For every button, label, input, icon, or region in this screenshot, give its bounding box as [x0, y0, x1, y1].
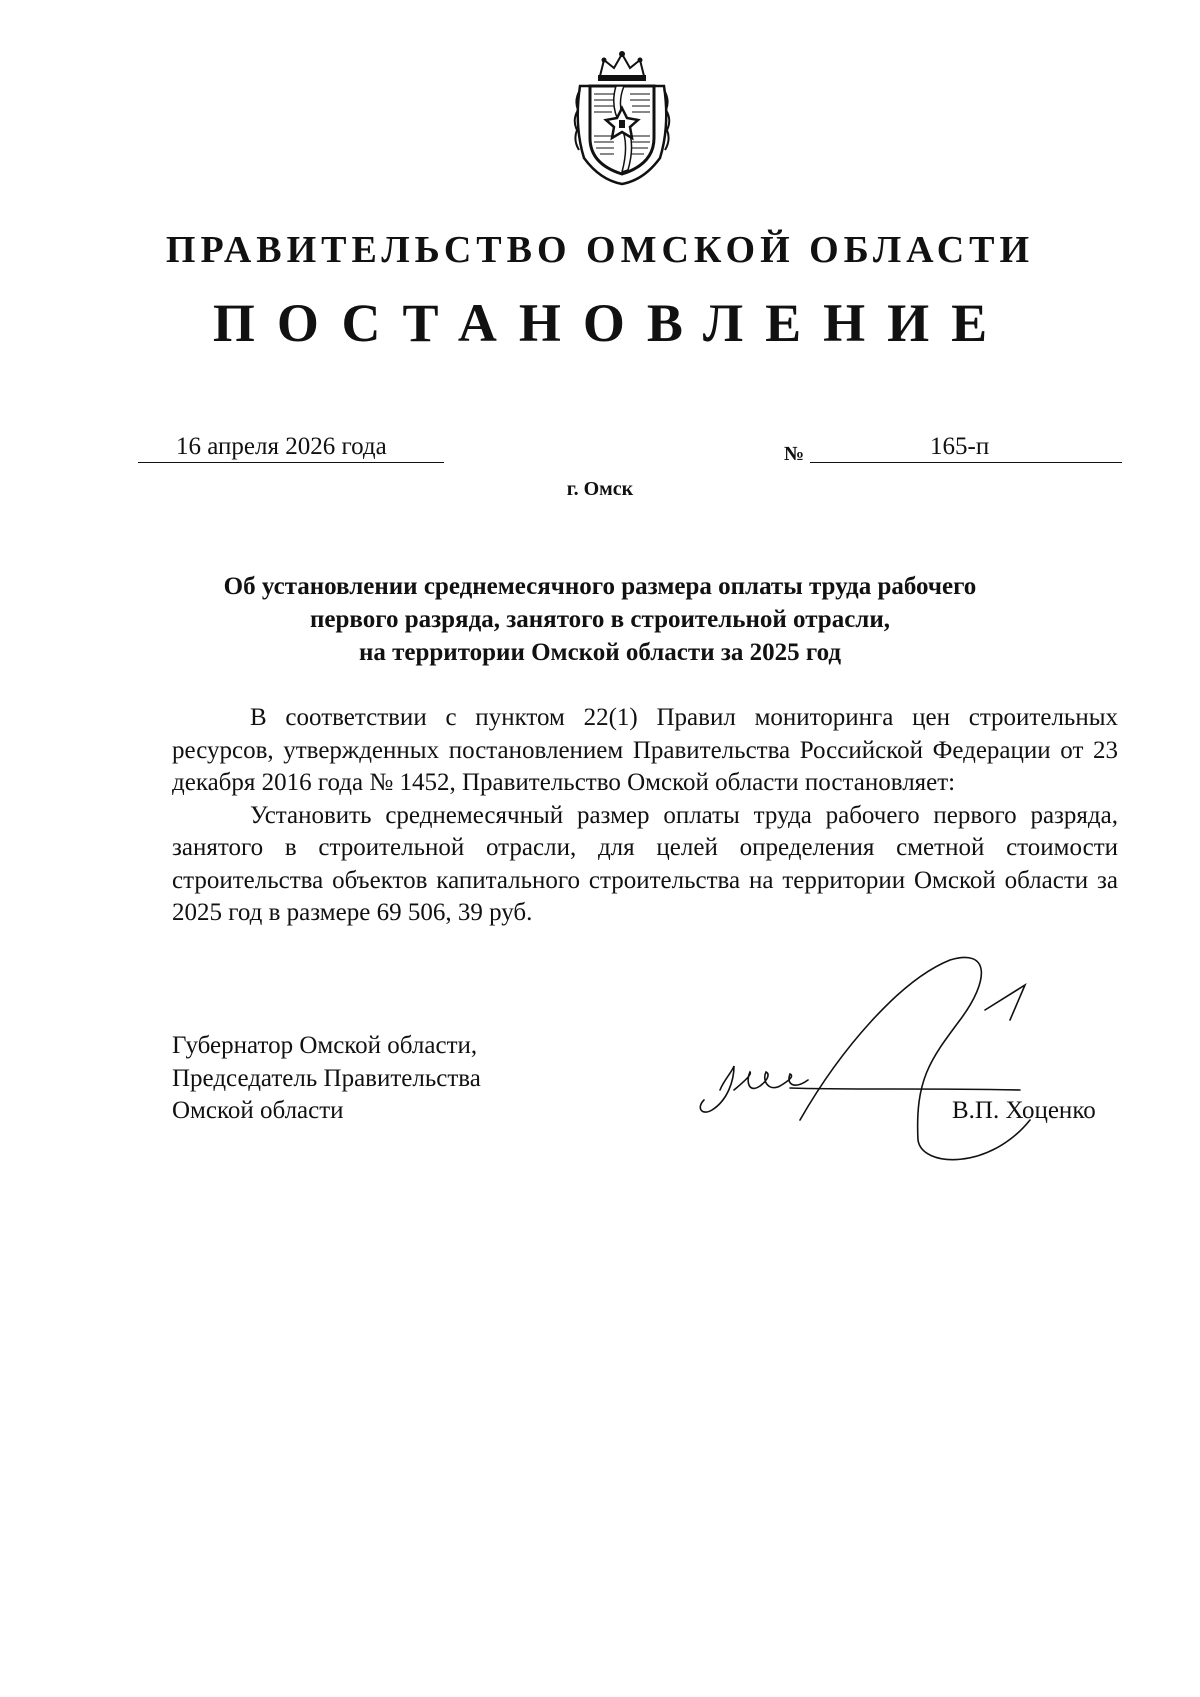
body-paragraph-preamble: В соответствии с пунктом 22(1) Правил мониторинга цен строительных ресурсов, утвержденных постановлением Правительства Российской Федерации от 23 декабря 2016 года № 1452, Правительство Омской области постановляет:: [172, 704, 1118, 796]
document-type-title: ПОСТАНОВЛЕНИЕ: [212, 293, 1010, 353]
subject-line: первого разряда, занятого в строительной отрасли,: [309, 606, 890, 633]
omsk-coat-of-arms-icon: [570, 46, 674, 186]
document-body: [172, 702, 1118, 930]
subject-line: Об установлении среднемесячного размера оплаты труда рабочего: [223, 573, 977, 600]
handwritten-signature-icon: [690, 940, 1070, 1170]
number-sign: №: [784, 443, 805, 465]
signer-title-line: Председатель Правительства: [172, 1064, 481, 1092]
organization-title: ПРАВИТЕЛЬСТВО ОМСКОЙ ОБЛАСТИ: [165, 229, 1035, 271]
document-number: 165-п: [810, 432, 1122, 463]
subject-line: на территории Омской области за 2025 год: [358, 639, 842, 666]
signer-title: [172, 1030, 481, 1128]
document-date: 16 апреля 2026 года: [138, 432, 444, 463]
signer-title-line: Губернатор Омской области,: [172, 1032, 478, 1059]
signer-title-line: Омской области: [172, 1097, 344, 1124]
signer-name: В.П. Хоценко: [952, 1097, 1096, 1124]
body-paragraph-decision: Установить среднемесячный размер оплаты труда рабочего первого разряда, занятого в строительной отрасли, для целей определения сметной стоимости строительства объектов капитального строительства на территории Омской области за 2025 год в размере 69 506, 39 руб.: [172, 801, 1118, 926]
document-city: г. Омск: [566, 478, 634, 500]
document-subject: [160, 570, 1040, 669]
